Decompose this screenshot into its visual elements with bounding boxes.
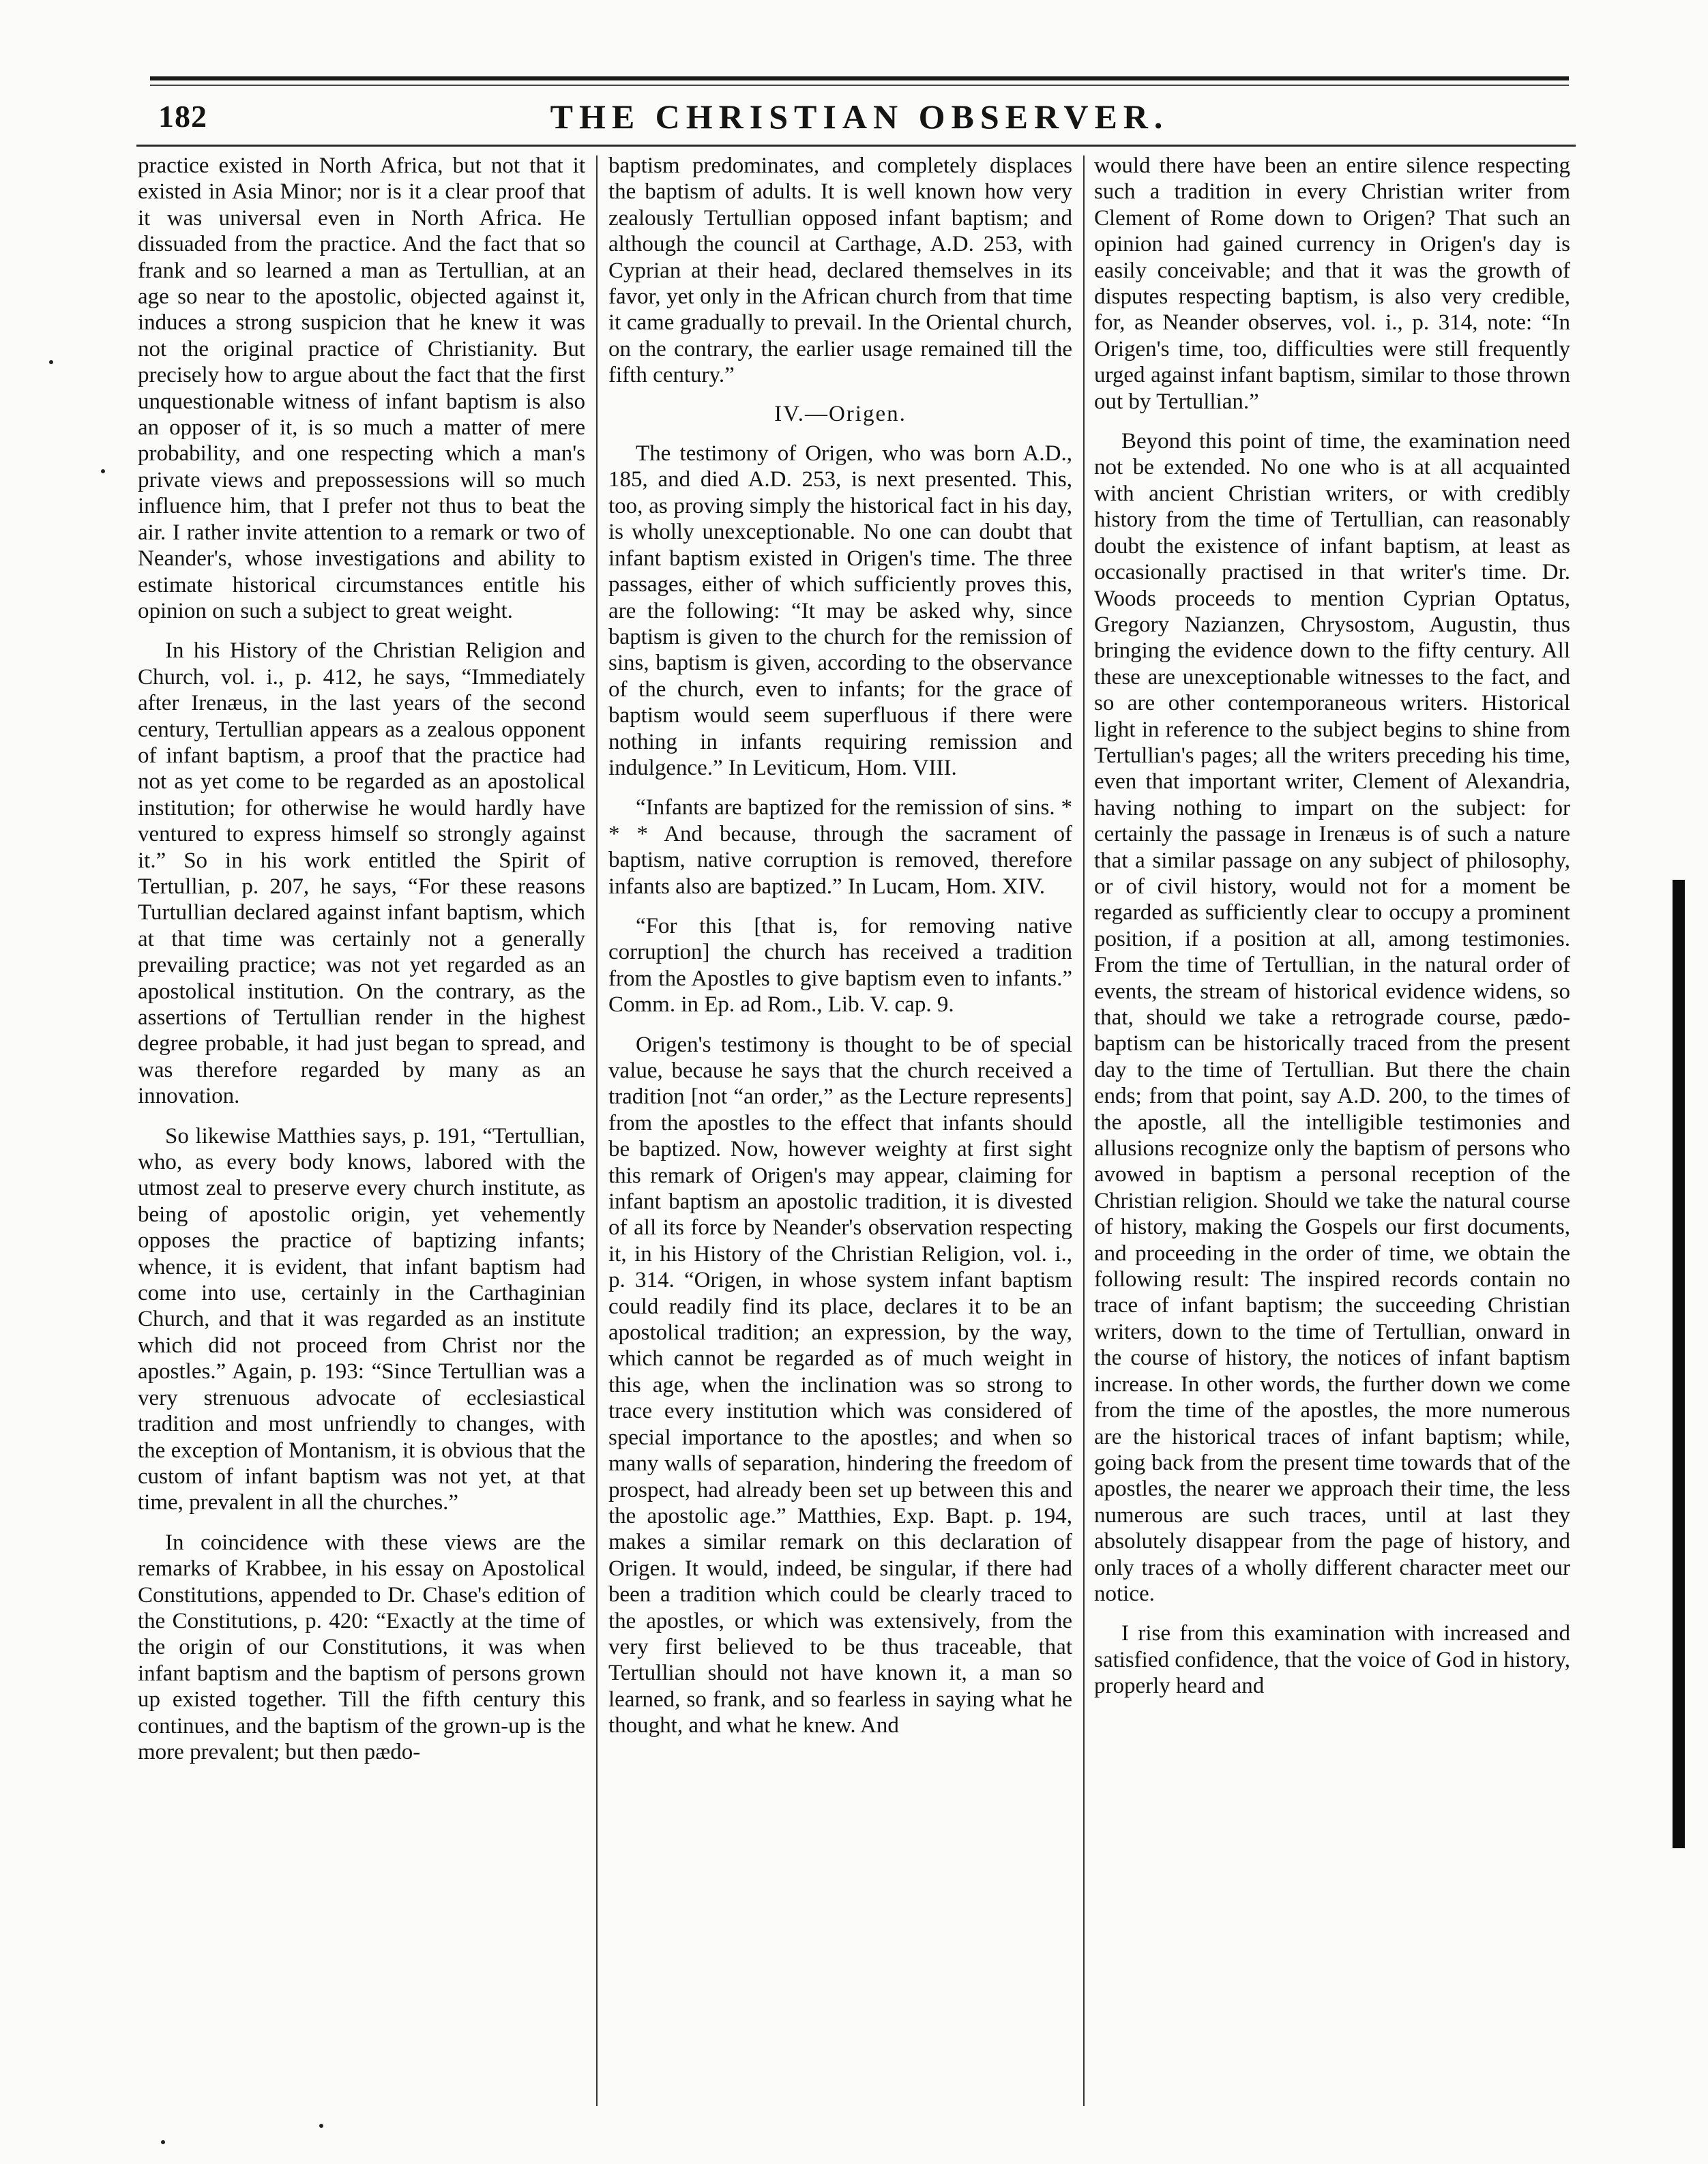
scan-speck — [319, 2124, 323, 2128]
paragraph-continued: practice existed in North Africa, but not that it existed in Asia Minor; nor is it a clear proof that it was universal even in North Africa. He dissuaded from the practice. And the fact that so frank and so learned a man as Tertullian, at an age so near to the apostolic, objected against it, induces a strong suspicion that he knew it was not the original practice of Christianity. But precisely how to argue about the fact that the first unquestionable witness of infant baptism is also an opposer of it, is so much a matter of mere probability, and one respecting which a man's private views and prepossessions will so much influence him, that I prefer not thus to beat the air. I rather invite attention to a remark or two of Neander's, whose investigations and ability to estimate historical circumstances entitle his opinion on such a subject to great weight. — [138, 153, 585, 623]
column-2 — [608, 153, 1072, 2117]
paragraph: So likewise Matthies says, p. 191, “Tertullian, who, as every body knows, labored with the utmost zeal to preserve every church institute, as being of apostolic origin, yet vehemently opposes the practice of baptizing infants; whence, it is evident, that infant baptism had come into use, certainly in the Carthaginian Church, and that it was regarded as an institute which did not proceed from Christ nor the apostles.” Again, p. 193: “Since Tertullian was a very strenuous advocate of ecclesiastical tradition and most unfriendly to changes, with the exception of Montanism, it is obvious that the custom of infant baptism was not yet, at that time, prevalent in all the churches.” — [138, 1123, 585, 1515]
column-3 — [1094, 153, 1570, 2117]
page-number: 182 — [158, 99, 207, 134]
paragraph: I rise from this examination with increased and satisfied confidence, that the voice of God in history, properly heard and — [1094, 1621, 1570, 1699]
paragraph: Beyond this point of time, the examination need not be extended. No one who is at all acquainted with ancient Christian writers, or with credibly history from the time of Tertullian, can reasonably doubt the existence of infant baptism, at least as occasionally practised in that writer's time. Dr. Woods proceeds to mention Cyprian Optatus, Gregory Nazianzen, Chrysostom, Augustin, thus bringing the evidence down to the fifty century. All these are unexceptionable witnesses to the fact, and so are other contemporaneous writers. Historical light in reference to the subject begins to shine from Tertullian's pages; all the writers preceding his time, even that important writer, Clement of Alexandria, having nothing to impart on the subject: for certainly the passage in Irenæus is of such a nature that a similar passage on any subject of philosophy, or of civil history, would not for a moment be regarded as sufficiently clear to occupy a prominent position, if a position at all, among testimonies. From the time of Tertullian, in the natural order of events, the stream of historical evidence widens, so that, should we take a retrograde course, pædo-baptism can be historically traced from the present day to the time of Tertullian. But there the chain ends; from that point, say A.D. 200, to the times of the apostle, all the intelligible testimonies and allusions recognize only the baptism of persons who avowed in baptism a personal reception of the Christian religion. Should we take the natural course of history, making the Gospels our first documents, and proceeding in the order of time, we obtain the following result: The inspired records contain no trace of infant baptism; the succeeding Christian writers, down to the time of Tertullian, onward in the course of history, the notices of infant baptism increase. In other words, the further down we come from the time of the apostles, the more numerous are the historical traces of infant baptism; while, going back from the present time towards that of the apostles, the nearer we approach their time, the less numerous are such traces, until at last they absolutely disappear from the page of history, and only traces of a wholly different character meet our notice. — [1094, 429, 1570, 1606]
paragraph: “For this [that is, for removing native corruption] the church has received a tradition from the Apostles to give baptism even to infants.” Comm. in Ep. ad Rom., Lib. V. cap. 9. — [608, 913, 1072, 1018]
scan-speck — [49, 360, 53, 364]
paragraph: Origen's testimony is thought to be of special value, because he says that the church received a tradition [not “an order,” as the Lecture represents] from the apostles to the effect that infants should be baptized. Now, however weighty at first sight this remark of Origen's may appear, claiming for infant baptism an apostolic tradition, it is divested of all its force by Neander's observation respecting it, in his History of the Christian Religion, vol. i., p. 314. “Origen, in whose system infant baptism could readily find its place, declares it to be an apostolical tradition; an expression, by the way, which cannot be regarded as of much weight in this age, when the inclination was so strong to trace every institution which was considered of special importance to the apostles; and when so many walls of separation, hindering the freedom of prospect, had already been set up between this and the apostolic age.” Matthies, Exp. Bapt. p. 194, makes a similar remark on this declaration of Origen. It would, indeed, be singular, if there had been a tradition which could be clearly traced to the apostles, or which was extensively, from the very first believed to be thus traceable, that Tertullian should not have known it, a man so learned, so frank, and so fearless in saying what he thought, and what he knew. And — [608, 1032, 1072, 1738]
paragraph: In his History of the Christian Religion and Church, vol. i., p. 412, he says, “Immediately after Irenæus, in the last years of the second century, Tertullian appears as a zealous opponent of infant baptism, a proof that the practice had not as yet come to be regarded as an apostolical institution; for otherwise he would hardly have ventured to express himself so strongly against it.” So in his work entitled the Spirit of Tertullian, p. 207, he says, “For these reasons Turtullian declared against infant baptism, which at that time was certainly not a generally prevailing practice; was not yet regarded as an apostolical institution. On the contrary, as the assertions of Tertullian render in the highest degree probable, it had just began to spread, and was therefore regarded by many as an innovation. — [138, 638, 585, 1109]
paragraph-continued: would there have been an entire silence respecting such a tradition in every Christian writer from Clement of Rome down to Origen? That such an opinion had gained currency in Origen's day is easily conceivable; and that it was the growth of disputes respecting baptism, is also very credible, for, as Neander observes, vol. i., p. 314, note: “In Origen's time, too, difficulties were still frequently urged against infant baptism, similar to those thrown out by Tertullian.” — [1094, 153, 1570, 414]
scan-speck — [161, 2140, 165, 2144]
running-title: THE CHRISTIAN OBSERVER. — [550, 98, 1169, 136]
paragraph: The testimony of Origen, who was born A.D., 185, and died A.D. 253, is next presented. This, too, as proving simply the historical fact in his day, is wholly unexceptionable. No one can doubt that infant baptism existed in Origen's time. The three passages, either of which sufficiently proves this, are the following: “It may be asked why, since baptism is given to the church for the remission of sins, baptism is given, according to the observance of the church, even to infants; for the grace of baptism would seem superfluous if there were nothing in infants requiring remission and indulgence.” In Leviticum, Hom. VIII. — [608, 441, 1072, 780]
section-heading: IV.—Origen. — [774, 401, 907, 426]
scan-speck — [101, 469, 105, 473]
top-rule — [150, 76, 1569, 80]
column-1 — [138, 153, 585, 2117]
page-header — [150, 94, 1569, 142]
paragraph-continued: baptism predominates, and completely displaces the baptism of adults. It is well known how very zealously Tertullian opposed infant baptism; and although the council at Carthage, A.D. 253, with Cyprian at their head, declared themselves in its favor, yet only in the African church from that time it came gradually to prevail. In the Oriental church, on the contrary, the earlier usage remained till the fifth century.” — [608, 153, 1072, 388]
column-divider-1 — [596, 155, 598, 2106]
header-rule — [136, 145, 1576, 147]
column-divider-2 — [1083, 155, 1085, 2106]
paragraph: “Infants are baptized for the remission of sins. * * * And because, through the sacrament of baptism, native corruption is removed, therefore infants also are baptized.” In Lucam, Hom. XIV. — [608, 795, 1072, 899]
scan-edge-bar — [1673, 880, 1685, 1848]
top-rule-thin — [150, 85, 1569, 86]
paragraph: In coincidence with these views are the remarks of Krabbee, in his essay on Apostolical Constitutions, appended to Dr. Chase's edition of the Constitutions, p. 420: “Exactly at the time of the origin of our Constitutions, it was when infant baptism and the baptism of persons grown up existed together. Till the fifth century this continues, and the baptism of the grown-up is the more prevalent; but then pædo- — [138, 1530, 585, 1764]
